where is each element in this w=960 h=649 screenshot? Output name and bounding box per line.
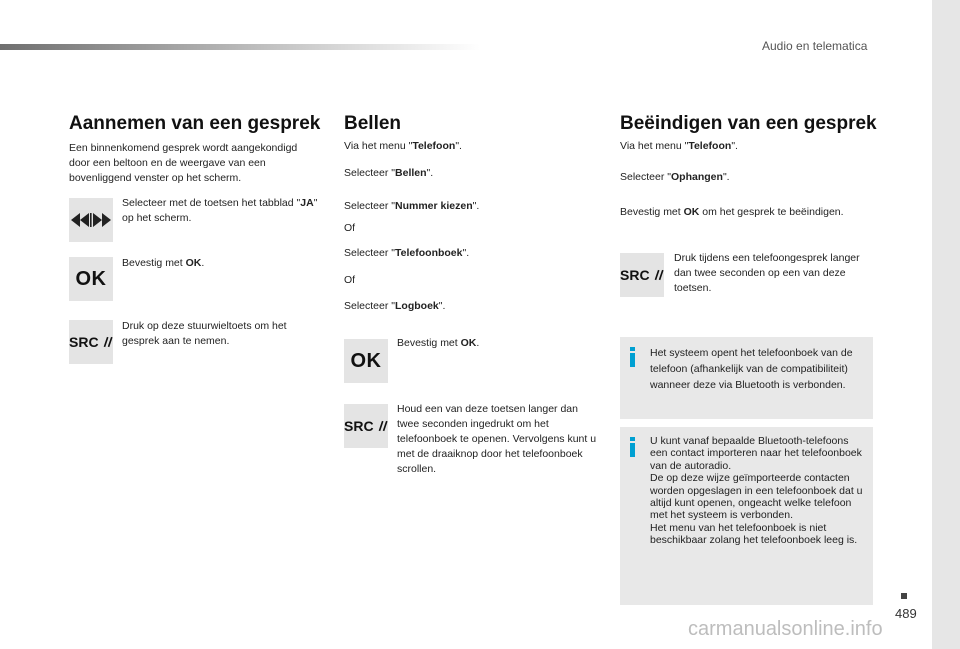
src-label: SRC bbox=[620, 267, 650, 283]
end-step-hold-keys: Druk tijdens een telefoongesprek langer dan twee seconden op een van deze toetsen. bbox=[674, 252, 860, 294]
text-part: Selecteer " bbox=[344, 200, 396, 212]
call-step-dial-number bbox=[344, 199, 479, 214]
section-title: Audio en telematica bbox=[762, 39, 868, 53]
title-answer-call: Aannemen van een gesprek bbox=[69, 113, 321, 134]
or-separator: Of bbox=[344, 222, 356, 234]
seek-back-forward-icon bbox=[71, 211, 111, 229]
text-part: . bbox=[476, 337, 480, 349]
text-part: Selecteer " bbox=[344, 300, 396, 312]
call-step-hold-phonebook: Houd een van deze toetsen langer dan twee seconden ingedrukt om het telefoonboek te openen. Vervolgens kunt u met de draaiknop door het telefoonboek scrollen. bbox=[397, 403, 597, 475]
src-phone-button bbox=[344, 404, 388, 448]
watermark: carmanualsonline.info bbox=[688, 618, 883, 640]
text-part: Selecteer met de toetsen het tabblad " bbox=[122, 197, 301, 209]
call-step-select-call bbox=[344, 166, 433, 181]
ok-label: OK bbox=[185, 257, 202, 269]
text-part: . bbox=[201, 257, 205, 269]
page-edge-band bbox=[932, 0, 960, 649]
text-part: ". bbox=[731, 140, 738, 152]
hang-up-label: Ophangen bbox=[671, 171, 723, 183]
text-part: ". bbox=[722, 171, 730, 183]
phonebook-label: Telefoonboek bbox=[395, 247, 463, 259]
yes-tab-label: JA bbox=[300, 197, 314, 209]
call-label: Bellen bbox=[395, 167, 427, 179]
text-part: om het gesprek te beëindigen. bbox=[699, 206, 844, 218]
info-note-text: Het systeem opent het telefoonboek van de telefoon (afhankelijk van de compatibiliteit) wanneer deze via Bluetooth is verbonden. bbox=[650, 347, 853, 391]
info-note-phonebook bbox=[620, 337, 873, 419]
ok-button: OK bbox=[344, 339, 388, 383]
log-label: Logboek bbox=[395, 300, 439, 312]
menu-phone-label: Telefoon bbox=[688, 140, 732, 152]
src-label: SRC bbox=[69, 334, 99, 350]
src-phone-button bbox=[69, 320, 113, 364]
text-part: ". bbox=[455, 140, 462, 152]
end-step-hang-up bbox=[620, 170, 730, 185]
info-note-text: U kunt vanaf bepaalde Bluetooth-telefoons een contact importeren naar het telefoonboek van de autoradio. De op deze wijze geïmporteerde contacten worden opgeslagen in een telefoonboek dat u altijd kunt openen, ongeacht welke telefoon met het systeem is verbonden. Het menu van het telefoonboek is niet beschikbaar zolang het telefoonboek leeg is. bbox=[650, 435, 863, 547]
call-step-confirm bbox=[397, 336, 479, 351]
call-step-menu bbox=[344, 139, 462, 154]
text-part: Selecteer " bbox=[620, 171, 672, 183]
title-calling: Bellen bbox=[344, 113, 402, 134]
info-icon bbox=[630, 437, 635, 457]
text-part: ". bbox=[472, 200, 480, 212]
page-number: 489 bbox=[895, 606, 917, 621]
text-part: ". bbox=[438, 300, 446, 312]
ok-button: OK bbox=[69, 257, 113, 301]
ok-label: OK bbox=[460, 337, 477, 349]
header-gradient-bar bbox=[0, 44, 480, 50]
call-step-phonebook bbox=[344, 246, 469, 261]
answer-step-confirm bbox=[122, 256, 322, 271]
phone-handset-icon bbox=[653, 268, 664, 282]
text-part: Bevestig met bbox=[397, 337, 461, 349]
info-icon bbox=[630, 347, 635, 367]
text-part: " op het scherm. bbox=[122, 197, 318, 224]
src-phone-button bbox=[620, 253, 664, 297]
phone-handset-icon bbox=[102, 335, 113, 349]
text-part: ". bbox=[462, 247, 470, 259]
answer-intro: Een binnenkomend gesprek wordt aangekondigd door een beltoon en de weergave van een bovenliggend venster op het scherm. bbox=[69, 142, 298, 184]
call-step-log bbox=[344, 299, 445, 314]
info-note-import-contacts bbox=[620, 427, 873, 605]
text-part: Selecteer " bbox=[344, 247, 396, 259]
answer-step-steering-key: Druk op deze stuurwieltoets om het gesprek aan te nemen. bbox=[122, 320, 287, 347]
src-label: SRC bbox=[344, 418, 374, 434]
text-part: Bevestig met bbox=[122, 257, 186, 269]
title-end-call: Beëindigen van een gesprek bbox=[620, 113, 877, 134]
text-part: Selecteer " bbox=[344, 167, 396, 179]
text-part: ". bbox=[426, 167, 434, 179]
text-part: Via het menu " bbox=[620, 140, 689, 152]
seek-buttons bbox=[69, 198, 113, 242]
phone-handset-icon bbox=[377, 419, 388, 433]
menu-phone-label: Telefoon bbox=[412, 140, 456, 152]
dial-number-label: Nummer kiezen bbox=[395, 200, 473, 212]
answer-step-select-tab bbox=[122, 196, 322, 226]
page-marker bbox=[901, 593, 907, 599]
ok-label: OK bbox=[683, 206, 700, 218]
end-step-menu bbox=[620, 139, 738, 154]
text-part: Bevestig met bbox=[620, 206, 684, 218]
end-step-confirm bbox=[620, 205, 890, 220]
or-separator: Of bbox=[344, 274, 356, 286]
text-part: Via het menu " bbox=[344, 140, 413, 152]
